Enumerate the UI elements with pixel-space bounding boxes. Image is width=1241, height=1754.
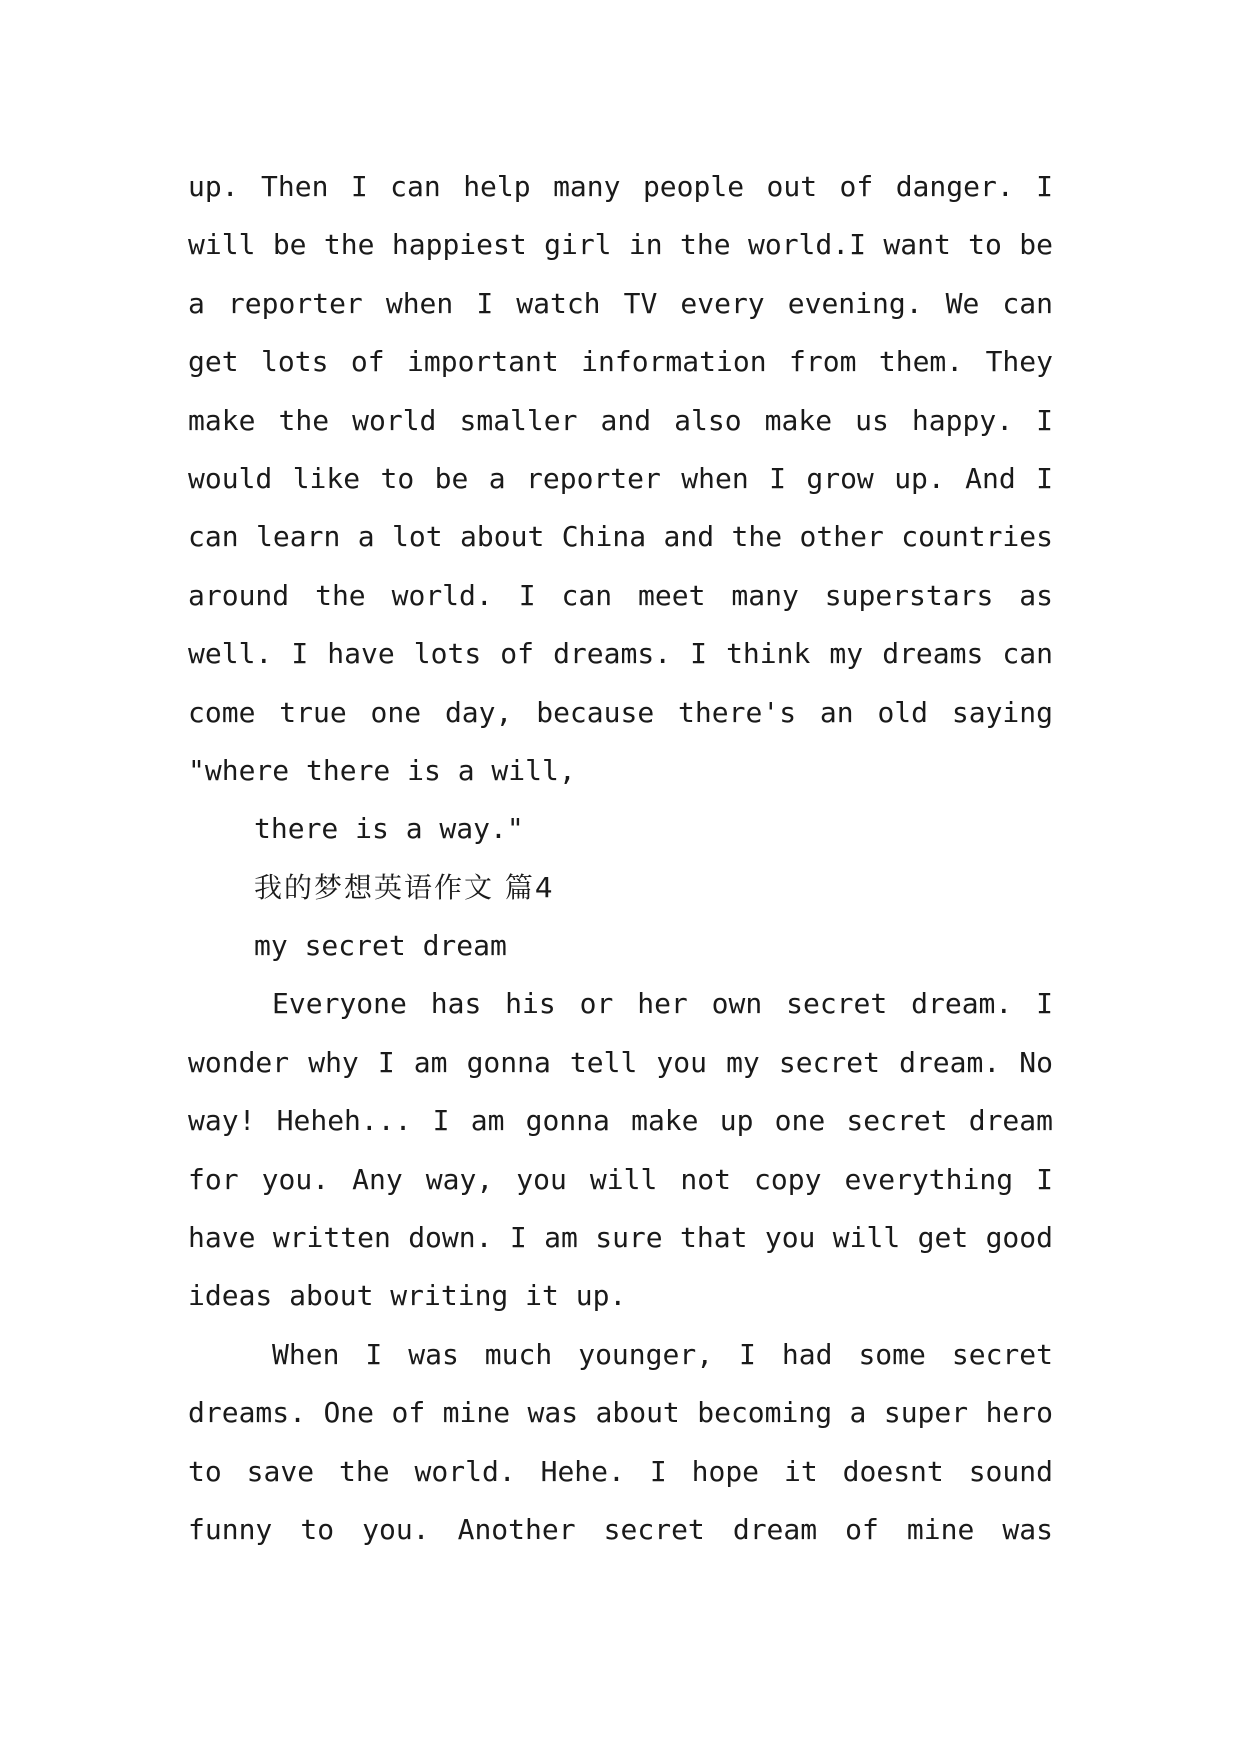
text-line: a reporter when I watch TV every evening. We can — [188, 286, 1053, 320]
text-line: will be the happiest girl in the world.I want to be — [188, 228, 1053, 262]
paragraph-first-line: When I was much younger, I had some secret — [272, 1337, 1053, 1371]
text-line: wonder why I am gonna tell you my secret dream. No — [188, 1045, 1053, 1079]
text-line: dreams. One of mine was about becoming a super hero — [188, 1396, 1053, 1430]
text-line: way! Heheh... I am gonna make up one secret dream — [188, 1104, 1053, 1138]
text-line: well. I have lots of dreams. I think my dreams can — [188, 637, 1053, 671]
text-line: can learn a lot about China and the other countries — [188, 520, 1053, 554]
text-line: get lots of important information from them. They — [188, 345, 1053, 379]
text-line: up. Then I can help many people out of danger. I — [188, 170, 1053, 203]
text-line: would like to be a reporter when I grow up. And I — [188, 461, 1053, 495]
text-line: around the world. I can meet many superstars as — [188, 578, 1053, 612]
text-line: funny to you. Another secret dream of mine was — [188, 1512, 1053, 1546]
text-line: to save the world. Hehe. I hope it doesnt sound — [188, 1454, 1053, 1488]
text-line: for you. Any way, you will not copy everything I — [188, 1162, 1053, 1196]
text-line: "where there is a will, — [188, 753, 576, 787]
text-line: ideas about writing it up. — [188, 1279, 627, 1313]
section-heading: 我的梦想英语作文 篇4 — [254, 870, 555, 904]
paragraph-first-line: Everyone has his or her own secret dream. I — [272, 987, 1053, 1021]
document-page — [188, 158, 1053, 1559]
text-line: make the world smaller and also make us happy. I — [188, 403, 1053, 437]
text-line: come true one day, because there's an old saying — [188, 695, 1053, 729]
text-line: there is a way." — [254, 812, 524, 846]
essay-title: my secret dream — [254, 929, 507, 963]
text-line: have written down. I am sure that you will get good — [188, 1221, 1053, 1255]
